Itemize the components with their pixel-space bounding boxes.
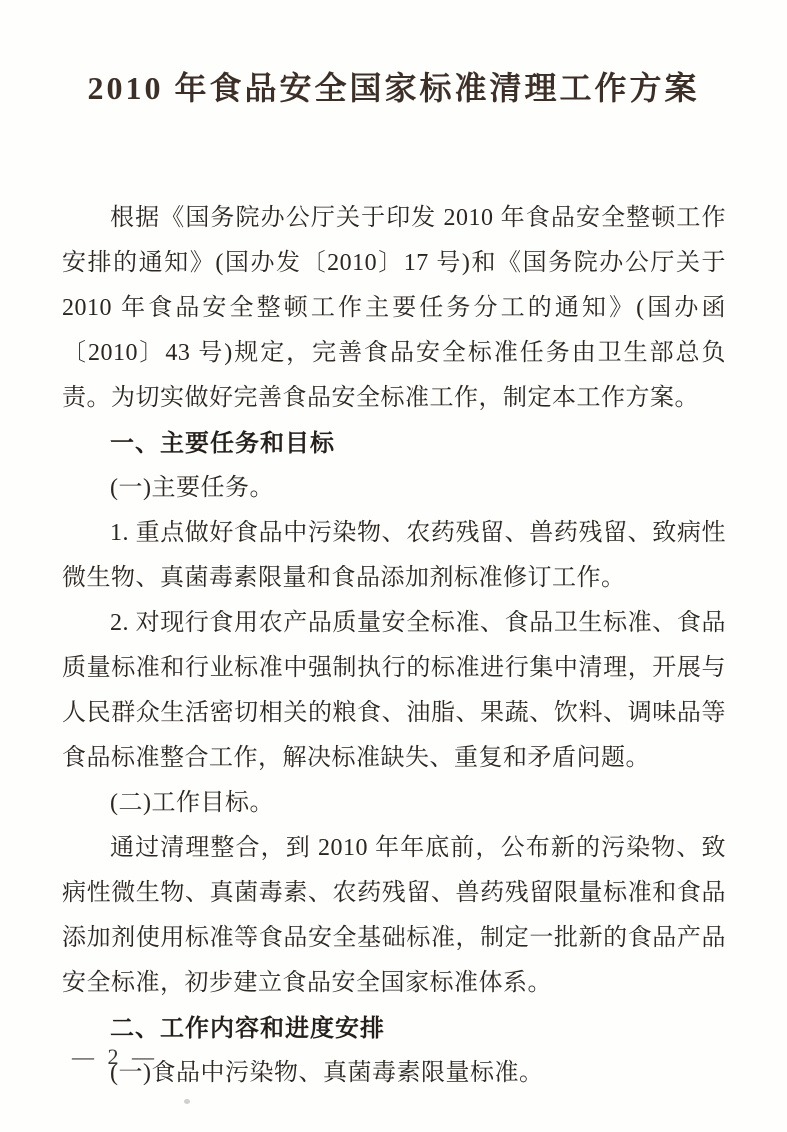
task-item-1: 1. 重点做好食品中污染物、农药残留、兽药残留、致病性微生物、真菌毒素限量和食品添加剂标准修订工作。: [62, 520, 726, 591]
page-number: — 2 —: [72, 1044, 158, 1069]
scan-artifact-speck: [184, 1099, 190, 1104]
task-item-2: 2. 对现行食用农产品质量安全标准、食品卫生标准、食品质量标准和行业标准中强制执行的标准进行集中清理，开展与人民群众生活密切相关的粮食、油脂、果蔬、饮料、调味品等食品标准整合工作，解决标准缺失、重复和矛盾问题。: [62, 610, 726, 771]
page-title: 2010 年食品安全国家标准清理工作方案: [87, 70, 700, 106]
intro-paragraph: 根据《国务院办公厅关于印发 2010 年食品安全整顿工作安排的通知》(国办发〔2010〕17 号)和《国务院办公厅关于 2010 年食品安全整顿工作主要任务分工的通知》(国办函〔2010〕43 号)规定，完善食品安全标准任务由卫生部总负责。为切实做好完善食品安全标准工作，制定本工作方案。: [62, 205, 726, 411]
document-body: [62, 196, 726, 1096]
section-heading-work-content-schedule: 二、工作内容和进度安排: [110, 1015, 385, 1042]
goals-paragraph: 通过清理整合，到 2010 年年底前，公布新的污染物、致病性微生物、真菌毒素、农药残留、兽药残留限量标准和食品添加剂使用标准等食品安全基础标准，制定一批新的食品产品安全标准，初步建立食品安全国家标准体系。: [62, 835, 726, 996]
sub-heading-contaminant-limit-standards: (一)食品中污染物、真菌毒素限量标准。: [110, 1060, 544, 1086]
sub-heading-main-tasks: (一)主要任务。: [110, 475, 274, 501]
sub-heading-work-goals: (二)工作目标。: [110, 790, 274, 816]
section-heading-tasks-and-goals: 一、主要任务和目标: [110, 430, 335, 457]
